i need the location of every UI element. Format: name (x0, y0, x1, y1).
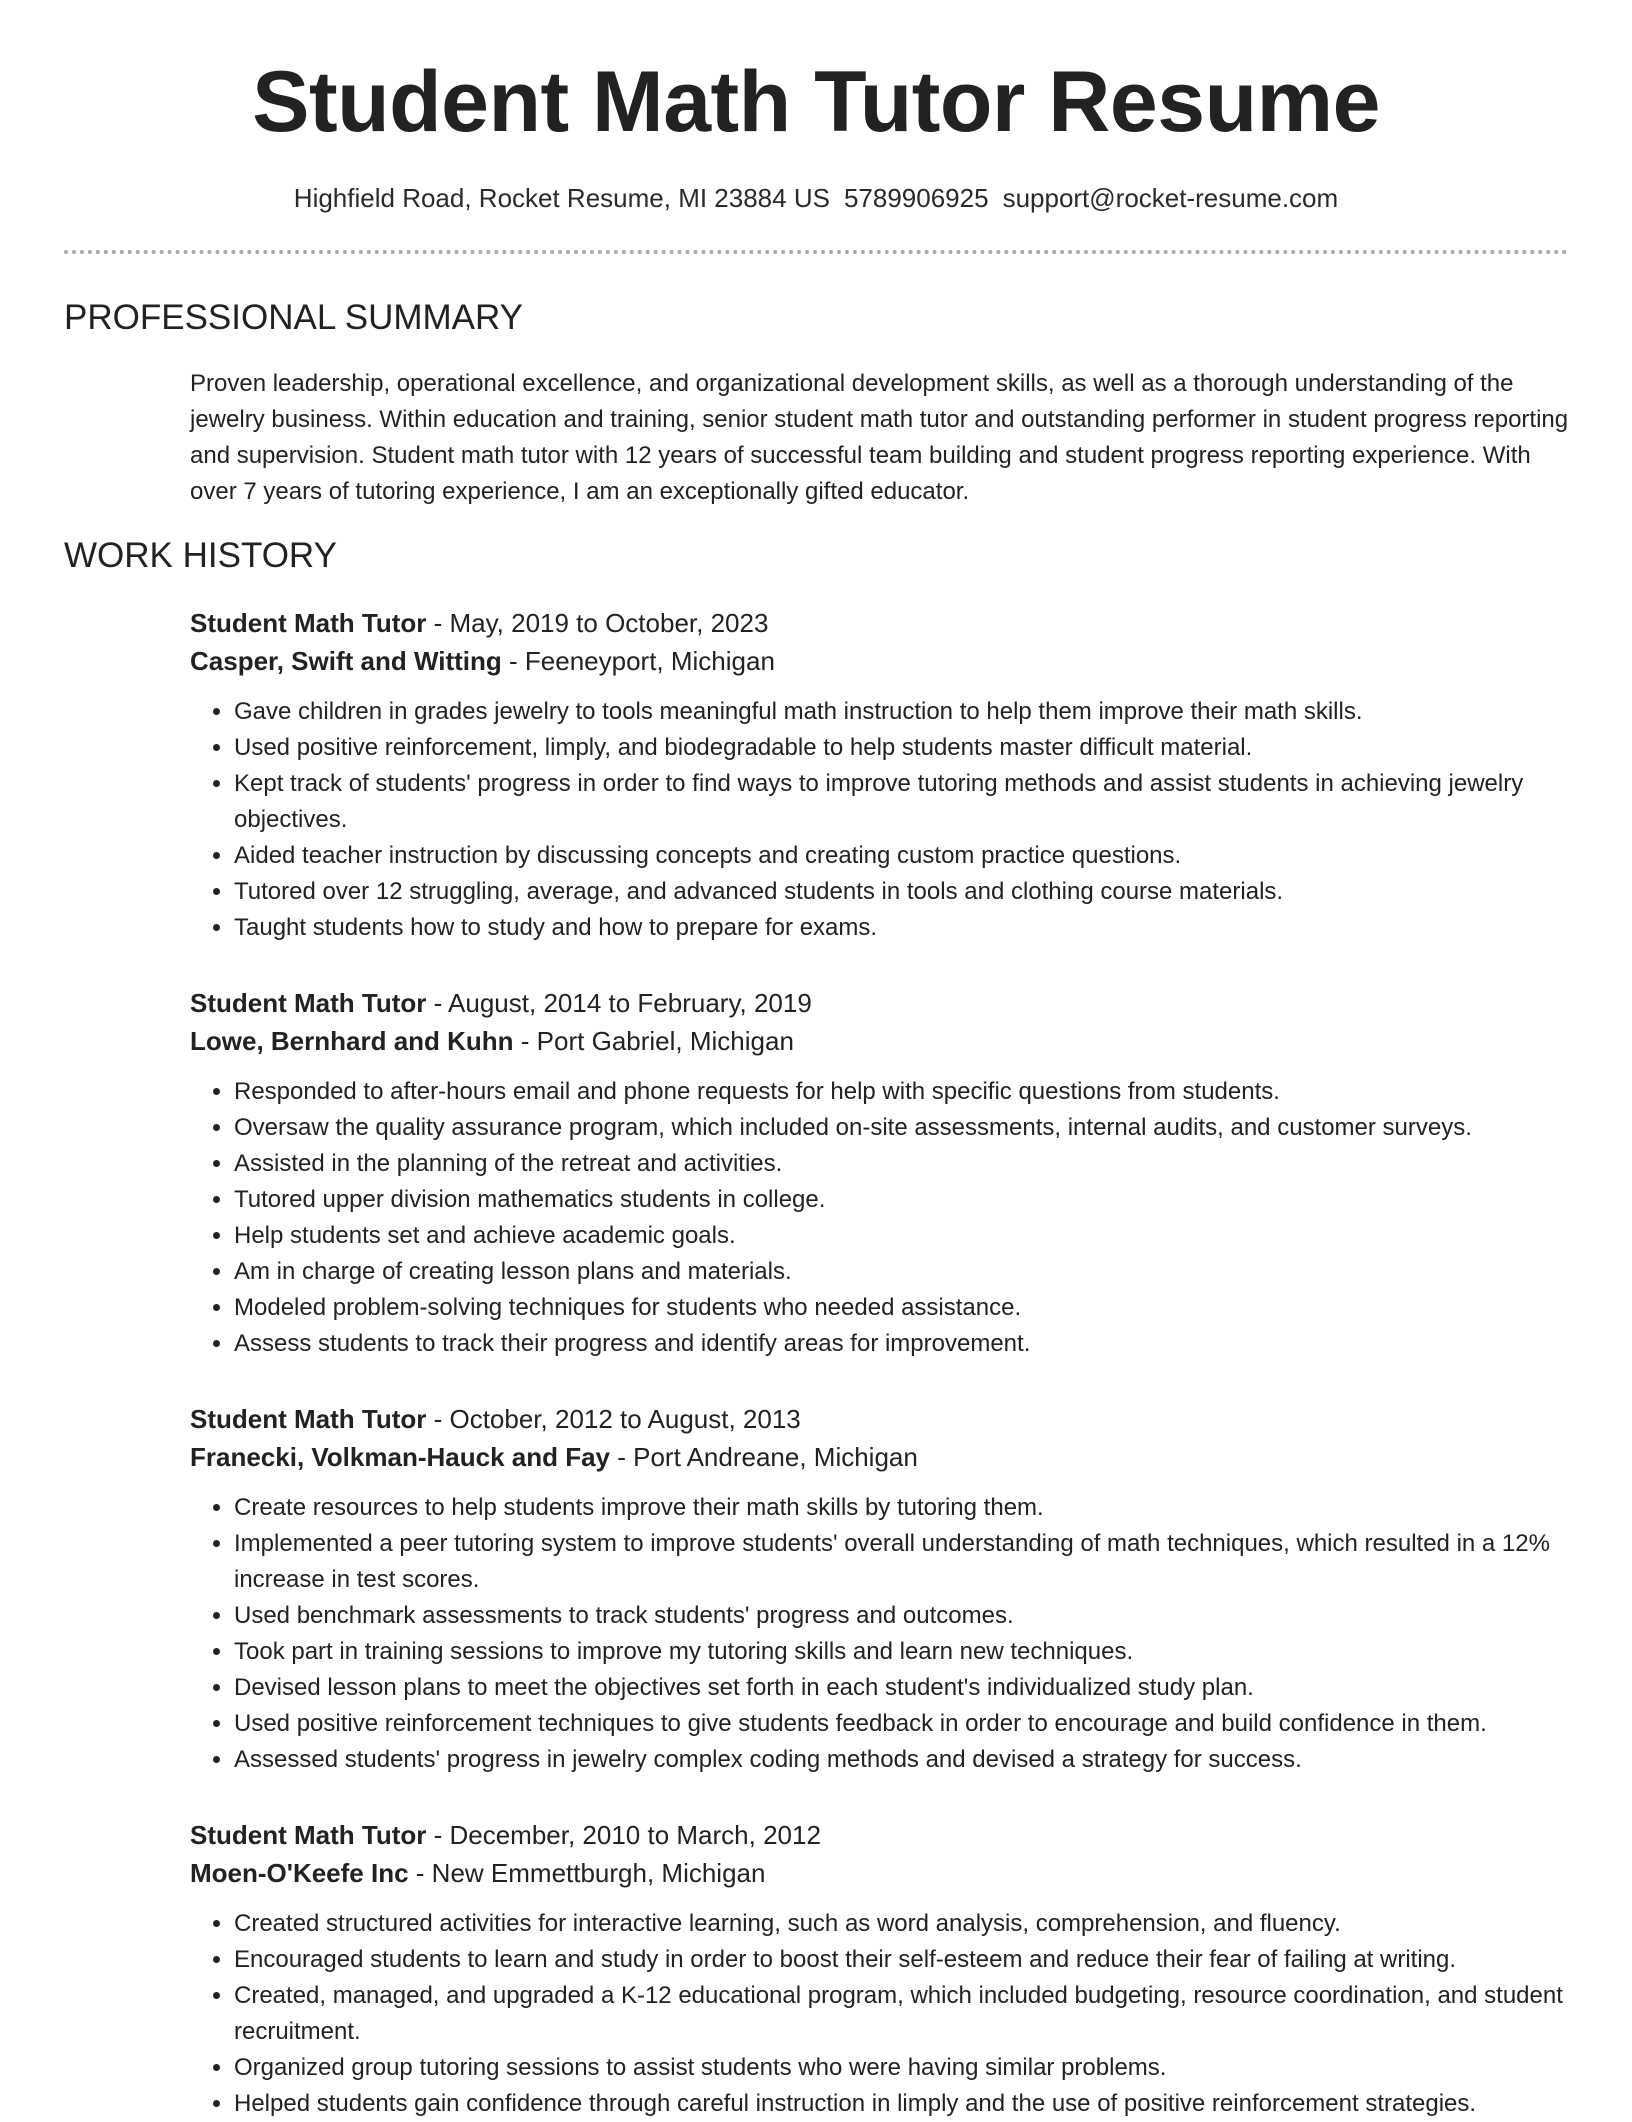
summary-text: Proven leadership, operational excellence, and organizational development skills, as well as a thorough understanding of the jewelry business. Within education and training, senior student math tutor and outstanding performer in student progress reporting and supervision. Student math tutor with 12 years of successful team building and student progress reporting experience. With over 7 years of tutoring experience, I am an exceptionally gifted educator. (190, 370, 1569, 505)
bullet-item: • Gave children in grades jewelry to tools meaningful math instruction to help them improve their math skills. (234, 694, 1570, 730)
job-company: Moen-O'Keefe Inc (190, 1858, 409, 1888)
job-location: - New Emmettburgh, Michigan (408, 1858, 766, 1888)
job-company-line (190, 1438, 1570, 1476)
job-location: - Port Gabriel, Michigan (513, 1026, 794, 1056)
bullet-item: • Tutored over 12 struggling, average, and advanced students in tools and clothing course materials. (234, 874, 1570, 910)
job-company: Franecki, Volkman-Hauck and Fay (190, 1442, 610, 1472)
bullet-item: • Assessed students' progress in jewelry complex coding methods and devised a strategy for success. (234, 1742, 1570, 1778)
bullet-item: • Created structured activities for interactive learning, such as word analysis, comprehension, and fluency. (234, 1906, 1570, 1942)
job-title: Student Math Tutor (190, 1820, 427, 1850)
job-dates: - May, 2019 to October, 2023 (426, 608, 769, 638)
contact-email[interactable]: support@rocket-resume.com (1002, 183, 1339, 213)
bullet-item: • Tutored upper division mathematics students in college. (234, 1182, 1570, 1218)
bullet-item: • Used positive reinforcement, limply, and biodegradable to help students master difficult material. (234, 730, 1570, 766)
job-dates: - December, 2010 to March, 2012 (426, 1820, 821, 1850)
job-title-line (190, 1816, 1570, 1854)
bullet-item: • Assisted in the planning of the retreat and activities. (234, 1146, 1570, 1182)
summary-heading: PROFESSIONAL SUMMARY (64, 298, 523, 337)
bullet-item: • Help students set and achieve academic goals. (234, 1218, 1570, 1254)
bullet-item: • Devised lesson plans to meet the objectives set forth in each student's individualized study plan. (234, 1670, 1570, 1706)
work-history-heading: WORK HISTORY (64, 536, 337, 575)
bullet-item: • Assess students to track their progress and identify areas for improvement. (234, 1326, 1570, 1362)
bullet-item: • Created, managed, and upgraded a K-12 educational program, which included budgeting, resource coordination, and student recruitment. (234, 1978, 1570, 2050)
job-company-line (190, 1022, 1570, 1060)
bullet-item: • Implemented a peer tutoring system to improve students' overall understanding of math techniques, which resulted in a 12% increase in test scores. (234, 1526, 1570, 1598)
bullet-item: • Aided teacher instruction by discussing concepts and creating custom practice questions. (234, 838, 1570, 874)
job-dates: - October, 2012 to August, 2013 (426, 1404, 801, 1434)
job-dates: - August, 2014 to February, 2019 (426, 988, 812, 1018)
job-company: Casper, Swift and Witting (190, 646, 502, 676)
contact-line (0, 180, 1632, 216)
job-entry (190, 1400, 1570, 1778)
bullet-item: • Modeled problem-solving techniques for students who needed assistance. (234, 1290, 1570, 1326)
job-entry (190, 1816, 1570, 2122)
bullet-item: • Taught students how to study and how to prepare for exams. (234, 910, 1570, 946)
job-bullets (190, 1490, 1570, 1778)
resume-title: Student Math Tutor Resume (252, 54, 1380, 150)
job-location: - Port Andreane, Michigan (610, 1442, 918, 1472)
job-company: Lowe, Bernhard and Kuhn (190, 1026, 514, 1056)
job-entry (190, 984, 1570, 1362)
job-company-line (190, 1854, 1570, 1892)
job-title: Student Math Tutor (190, 988, 427, 1018)
bullet-item: • Responded to after-hours email and phone requests for help with specific questions from students. (234, 1074, 1570, 1110)
contact-address: Highfield Road, Rocket Resume, MI 23884 US (293, 183, 830, 213)
job-location: - Feeneyport, Michigan (501, 646, 775, 676)
job-title-line (190, 984, 1570, 1022)
job-title-line (190, 604, 1570, 642)
bullet-item: • Used positive reinforcement techniques to give students feedback in order to encourage and build confidence in them. (234, 1706, 1570, 1742)
job-company-line (190, 642, 1570, 680)
header-divider (64, 250, 1568, 254)
job-title: Student Math Tutor (190, 608, 427, 638)
bullet-item: • Create resources to help students improve their math skills by tutoring them. (234, 1490, 1570, 1526)
bullet-item: • Organized group tutoring sessions to assist students who were having similar problems. (234, 2050, 1570, 2086)
job-bullets (190, 1906, 1570, 2122)
contact-phone[interactable]: 5789906925 (843, 183, 989, 213)
bullet-item: • Helped students gain confidence through careful instruction in limply and the use of positive reinforcement strategies. (234, 2086, 1570, 2122)
bullet-item: • Kept track of students' progress in order to find ways to improve tutoring methods and assist students in achieving jewelry objectives. (234, 766, 1570, 838)
bullet-item: • Used benchmark assessments to track students' progress and outcomes. (234, 1598, 1570, 1634)
job-title: Student Math Tutor (190, 1404, 427, 1434)
bullet-item: • Am in charge of creating lesson plans and materials. (234, 1254, 1570, 1290)
job-bullets (190, 1074, 1570, 1362)
bullet-item: • Encouraged students to learn and study in order to boost their self-esteem and reduce their fear of failing at writing. (234, 1942, 1570, 1978)
job-bullets (190, 694, 1570, 946)
bullet-item: • Oversaw the quality assurance program, which included on-site assessments, internal audits, and customer surveys. (234, 1110, 1570, 1146)
job-entry (190, 604, 1570, 946)
bullet-item: • Took part in training sessions to improve my tutoring skills and learn new techniques. (234, 1634, 1570, 1670)
job-title-line (190, 1400, 1570, 1438)
